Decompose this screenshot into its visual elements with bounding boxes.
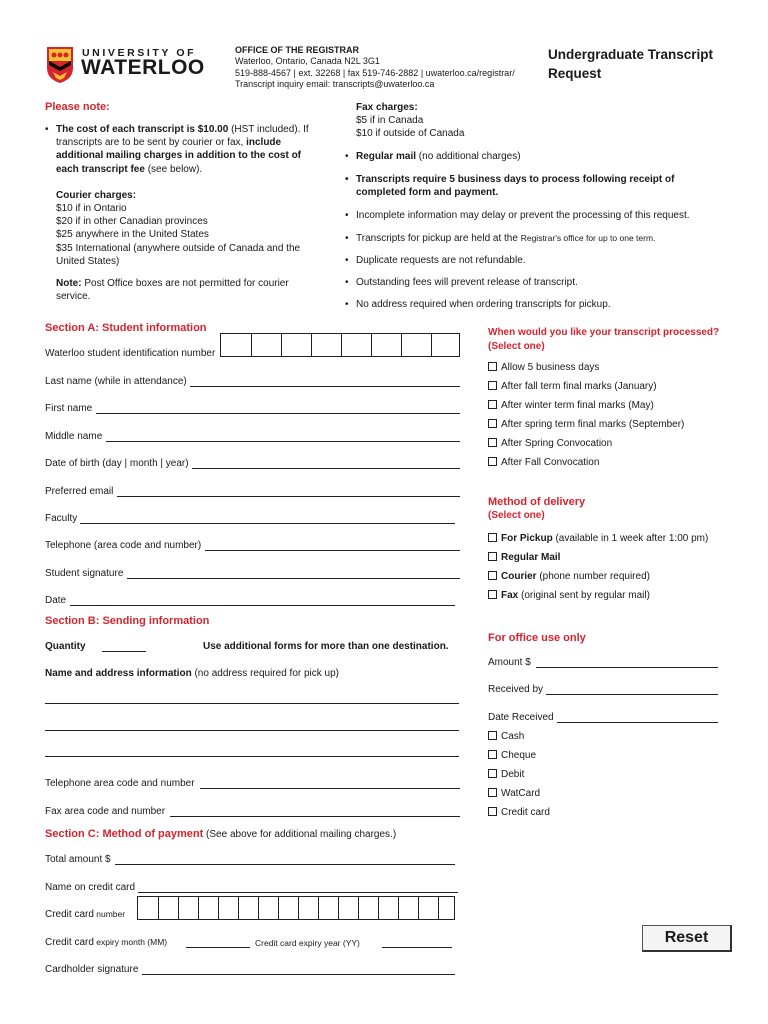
quantity-label: Quantity (45, 641, 86, 652)
expiry-year-label: Credit card expiry year (YY) (255, 938, 360, 948)
note-pickup-b: Registrar's office for up to one term. (520, 232, 656, 243)
note-noaddress: • No address required when ordering transcripts for pickup. (345, 298, 720, 311)
checkbox-icon[interactable] (488, 731, 497, 740)
note-pickup (345, 232, 720, 245)
section-c-heading-row (45, 828, 396, 840)
note-po-text: Post Office boxes are not permitted for courier service. (56, 278, 289, 303)
checkbox-icon[interactable] (488, 400, 497, 409)
office-payment-options (488, 727, 550, 822)
delivery-courier[interactable] (488, 567, 708, 586)
delivery-regular[interactable] (488, 548, 708, 567)
processing-options (488, 358, 684, 472)
signature-label: Student signature (45, 568, 124, 579)
received-by-label: Received by (488, 684, 544, 695)
university-name-bottom: WATERLOO (81, 56, 205, 79)
section-a-heading: Section A: Student information (45, 322, 207, 334)
note-cost-bold: The cost of each transcript is $10.00 (56, 124, 229, 135)
delivery-courier-bold: Courier (501, 571, 537, 582)
office-name: OFFICE OF THE REGISTRAR (235, 45, 360, 55)
address-line-2[interactable] (45, 730, 459, 731)
note-cost-rest: (HST included). If transcripts are to be sent by courier or fax, (56, 124, 309, 149)
delivery-fax-bold: Fax (501, 590, 519, 601)
checkbox-icon[interactable] (488, 438, 497, 447)
expiry-year-field[interactable] (382, 939, 452, 948)
checkbox-icon[interactable] (488, 788, 497, 797)
total-amount-label: Total amount $ (45, 854, 111, 865)
name-address-rest: (no address required for pick up) (191, 668, 339, 679)
form-title (548, 45, 713, 83)
telephone-label: Telephone (area code and number) (45, 540, 202, 551)
card-number-label (45, 909, 125, 920)
section-c-heading-note: (See above for additional mailing charges.) (203, 829, 397, 840)
date-received-label: Date Received (488, 712, 554, 723)
cardholder-field[interactable] (142, 966, 455, 975)
expiry-month-label (45, 937, 167, 948)
first-name-label: First name (45, 403, 93, 414)
delivery-fax[interactable] (488, 586, 708, 605)
processing-option[interactable] (488, 434, 684, 453)
note-pickup-a: Transcripts for pickup are held at the (356, 232, 521, 244)
b-telephone-field[interactable] (200, 780, 460, 789)
office-option[interactable] (488, 784, 550, 803)
fax-heading: Fax charges: (356, 102, 418, 113)
signature-field[interactable] (127, 570, 460, 579)
expiry-month-a: Credit card (45, 937, 94, 948)
delivery-options (488, 529, 708, 605)
total-amount-field[interactable] (115, 856, 455, 865)
note-po-label: Note: (56, 278, 82, 290)
office-option-label: Debit (501, 769, 525, 780)
delivery-courier-rest: (phone number required) (536, 571, 650, 582)
section-b-heading: Section B: Sending information (45, 615, 210, 627)
processing-option-label: After spring term final marks (September) (501, 419, 685, 430)
checkbox-icon[interactable] (488, 533, 497, 542)
address-line-1[interactable] (45, 703, 459, 704)
please-note-heading: Please note: (45, 101, 110, 113)
note-outstanding: • Outstanding fees will prevent release of transcript. (345, 276, 720, 289)
university-name-top: UNIVERSITY OF (82, 47, 197, 59)
note-regular-bold: Regular mail (356, 151, 417, 162)
note-regular-rest: (no additional charges) (416, 151, 521, 162)
processing-option[interactable] (488, 396, 684, 415)
form-title-line-1: Undergraduate Transcript (548, 47, 714, 62)
expiry-month-field[interactable] (186, 939, 250, 948)
checkbox-icon[interactable] (488, 552, 497, 561)
b-fax-label: Fax area code and number (45, 806, 166, 817)
additional-forms-note: Use additional forms for more than one destination. (203, 641, 449, 652)
note-regular (345, 150, 720, 163)
note-cost-rest2: (see below). (144, 163, 203, 175)
office-phone-line: 519-888-4567 | ext. 32268 | fax 519-746-2882 | uwaterloo.ca/registrar/ (235, 67, 515, 78)
name-on-card-label: Name on credit card (45, 882, 136, 893)
processing-option[interactable] (488, 377, 684, 396)
office-option-label: Cheque (501, 750, 537, 761)
delivery-heading-block (488, 495, 585, 523)
amount-label: Amount $ (488, 657, 531, 668)
office-option[interactable] (488, 765, 550, 784)
courier-1: $10 if in Ontario (56, 203, 127, 215)
quantity-field[interactable] (102, 643, 146, 652)
fax-2: $10 if outside of Canada (356, 128, 465, 140)
checkbox-icon[interactable] (488, 807, 497, 816)
last-name-field[interactable] (190, 378, 460, 387)
office-option[interactable] (488, 746, 550, 765)
delivery-sub: (Select one) (488, 510, 545, 521)
delivery-pickup-bold: For Pickup (501, 533, 553, 544)
dob-field[interactable] (192, 460, 460, 469)
processing-option-label: After winter term final marks (May) (501, 400, 654, 411)
card-number-grid[interactable] (137, 896, 455, 920)
cardholder-label: Cardholder signature (45, 964, 139, 975)
processing-option[interactable] (488, 453, 684, 472)
processing-option-label: Allow 5 business days (501, 362, 600, 373)
checkbox-icon[interactable] (488, 769, 497, 778)
processing-option-label: After Fall Convocation (501, 457, 600, 468)
date-label: Date (45, 595, 67, 606)
processing-heading: When would you like your transcript processed? (488, 327, 720, 338)
address-line-3[interactable] (45, 756, 459, 757)
checkbox-icon[interactable] (488, 750, 497, 759)
office-option-label: Credit card (501, 807, 550, 818)
expiry-month-b: expiry month (MM) (93, 937, 168, 947)
note-duplicate: • Duplicate requests are not refundable. (345, 254, 720, 267)
note-po-box (56, 277, 320, 303)
office-option-label: Cash (501, 731, 525, 742)
notes-left (45, 123, 320, 303)
office-option-label: WatCard (501, 788, 541, 799)
faculty-field[interactable] (80, 515, 455, 524)
courier-heading: Courier charges: (56, 189, 137, 201)
note-cost-bold2: include additional mailing charges in addition to the cost of each transcript fee (56, 137, 302, 175)
processing-option[interactable] (488, 358, 684, 377)
dob-label: Date of birth (day | month | year) (45, 458, 189, 469)
student-id-label: Waterloo student identification number (45, 348, 216, 359)
card-number-label-b: number (93, 909, 126, 919)
first-name-field[interactable] (96, 405, 460, 414)
received-by-field[interactable] (546, 686, 718, 695)
processing-heading-block (488, 326, 719, 353)
middle-name-field[interactable] (106, 433, 460, 442)
notes-right (345, 150, 720, 312)
last-name-row (45, 376, 187, 387)
name-address-label (45, 668, 339, 679)
office-heading: For office use only (488, 632, 586, 644)
processing-option-label: After Spring Convocation (501, 438, 613, 449)
amount-field[interactable] (536, 659, 718, 668)
checkbox-icon[interactable] (488, 590, 497, 599)
last-name-label: Last name (while in attendance) (45, 376, 187, 387)
date-field[interactable] (70, 597, 455, 606)
checkbox-icon[interactable] (488, 457, 497, 466)
courier-3: $25 anywhere in the United States (56, 229, 209, 241)
delivery-heading: Method of delivery (488, 496, 586, 508)
middle-name-label: Middle name (45, 431, 103, 442)
office-option[interactable] (488, 727, 550, 746)
name-on-card-field[interactable] (138, 884, 458, 893)
fax-charges (356, 101, 464, 141)
card-number-label-a: Credit card (45, 909, 94, 920)
reset-button[interactable]: Reset (642, 925, 732, 952)
courier-2: $20 if in other Canadian provinces (56, 216, 208, 228)
checkbox-icon[interactable] (488, 419, 497, 428)
checkbox-icon[interactable] (488, 571, 497, 580)
note-require: • Transcripts require 5 business days to process following receipt of completed form and payment. (345, 173, 720, 199)
delivery-pickup-rest: (available in 1 week after 1:00 pm) (552, 533, 709, 544)
email-field[interactable] (117, 488, 460, 497)
student-id-grid[interactable] (220, 333, 460, 357)
section-c-heading: Section C: Method of payment (45, 828, 204, 840)
email-label: Preferred email (45, 486, 114, 497)
processing-option[interactable] (488, 415, 684, 434)
office-email: Transcript inquiry email: transcripts@uwaterloo.ca (235, 78, 435, 89)
registrar-contact (235, 45, 535, 90)
university-logo (46, 46, 206, 86)
name-address-bold: Name and address information (45, 668, 192, 679)
fax-1: $5 if in Canada (356, 115, 424, 127)
delivery-fax-rest: (original sent by regular mail) (518, 590, 650, 601)
delivery-regular-label: Regular Mail (501, 552, 561, 563)
courier-4: $35 International (anywhere outside of Canada and the United States) (56, 242, 301, 267)
office-address: Waterloo, Ontario, Canada N2L 3G1 (235, 56, 380, 67)
processing-sub: (Select one) (488, 340, 545, 352)
faculty-label: Faculty (45, 513, 78, 524)
b-fax-field[interactable] (170, 808, 460, 817)
processing-option-label: After fall term final marks (January) (501, 381, 657, 392)
checkbox-icon[interactable] (488, 381, 497, 390)
b-telephone-label: Telephone area code and number (45, 778, 195, 789)
date-received-field[interactable] (557, 714, 718, 723)
checkbox-icon[interactable] (488, 362, 497, 371)
delivery-pickup[interactable] (488, 529, 708, 548)
form-title-line-2: Request (548, 66, 602, 81)
note-incomplete: • Incomplete information may delay or prevent the processing of this request. (345, 209, 720, 222)
telephone-field[interactable] (205, 542, 460, 551)
office-option[interactable] (488, 803, 550, 822)
note-cost (45, 123, 320, 176)
crest-icon (46, 46, 74, 84)
